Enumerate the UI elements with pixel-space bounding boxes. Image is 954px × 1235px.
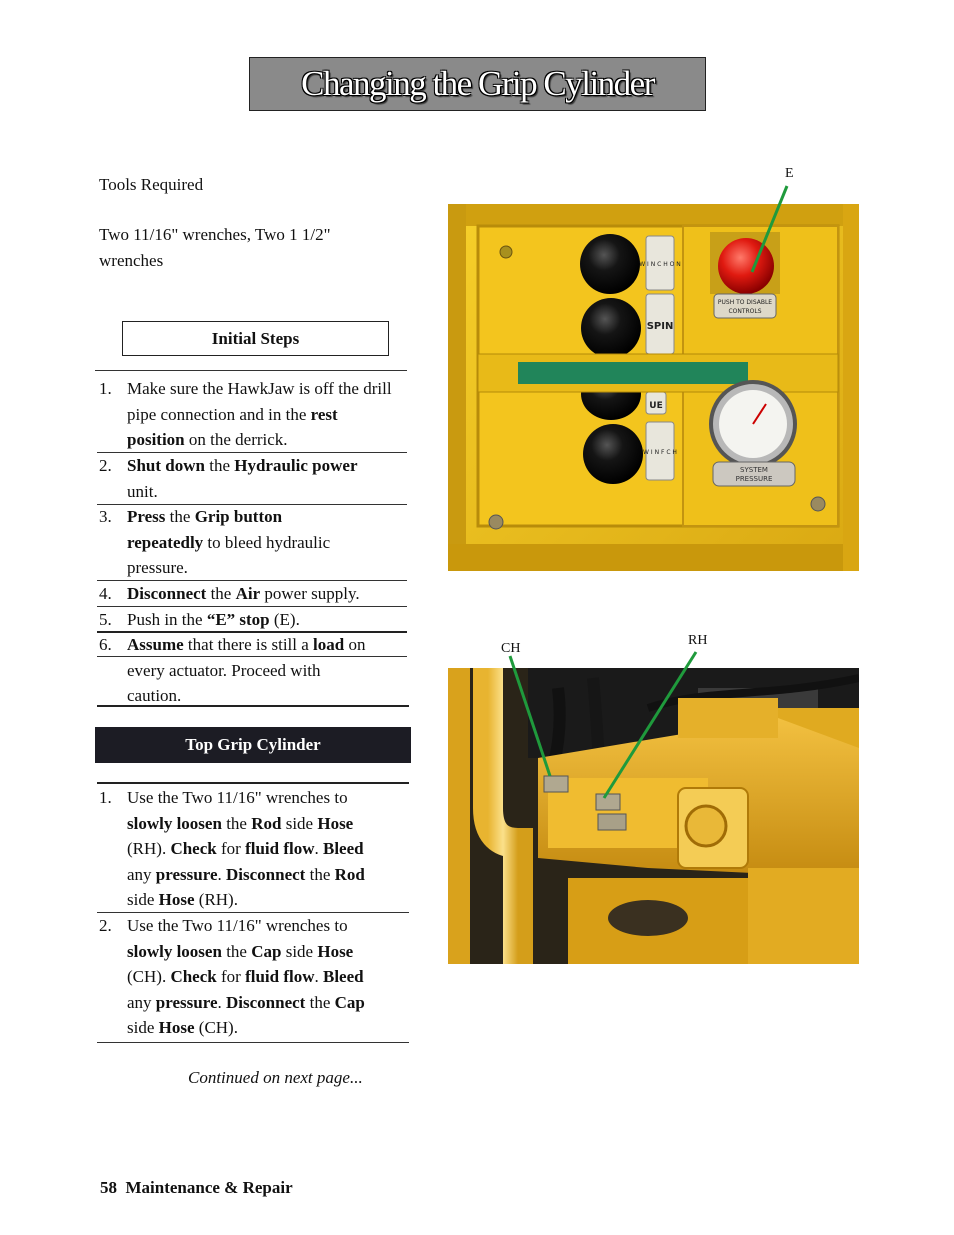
tools-text-line1: Two 11/16" wrenches, Two 1 1/2": [99, 225, 331, 244]
callout-label-rh: RH: [688, 633, 708, 648]
step-number: 2.: [99, 916, 112, 935]
initial-step-5: [99, 607, 399, 632]
step-number: 5.: [99, 610, 112, 629]
initial-step-4: [99, 581, 399, 606]
page-title: Changing the Grip Cylinder: [301, 64, 654, 103]
torque-label: UE: [649, 401, 663, 411]
page-footer: [100, 1178, 293, 1198]
callout-lines-ch-rh: [500, 648, 710, 808]
callout-label-ch: CH: [501, 641, 521, 656]
system-pressure-label-1: SYSTEM: [740, 466, 768, 474]
initial-step-1: [99, 376, 399, 451]
divider: [97, 656, 407, 657]
divider: [97, 782, 409, 784]
step-number: 1.: [99, 788, 112, 807]
step-text: Disconnect the Air power supply.: [127, 584, 360, 603]
winch-on-label: W I N C H O N: [639, 261, 681, 268]
step-text: Assume that there is still a load on every actuator. Proceed with caution.: [127, 635, 366, 705]
initial-step-6: [99, 632, 399, 708]
cylinder-pin: [686, 806, 726, 846]
step-text: Use the Two 11/16" wrenches to slowly loosen the Cap side Hose (CH). Check for fluid flow. Bleed any pressure. Disconnect the Cap side Hose (CH).: [127, 916, 365, 1037]
step-number: 3.: [99, 507, 112, 526]
initial-step-2: [99, 453, 399, 503]
step-number: 2.: [99, 456, 112, 475]
winch-infch-label: W I N F C H: [643, 449, 677, 456]
initial-steps-heading: Initial Steps: [122, 321, 389, 356]
footer-section: Maintenance & Repair: [125, 1178, 293, 1197]
continued-note: Continued on next page...: [188, 1068, 363, 1087]
step-text: Use the Two 11/16" wrenches to slowly loosen the Rod side Hose (RH). Check for fluid flow. Bleed any pressure. Disconnect the Rod side Hose (RH).: [127, 788, 365, 909]
control-knob: [583, 424, 643, 484]
divider: [97, 1042, 409, 1043]
callout-line-e: [740, 180, 800, 280]
step-text: Push in the “E” stop (E).: [127, 610, 300, 629]
page-number: 58: [100, 1178, 117, 1197]
step-text: Shut down the Hydraulic power unit.: [127, 456, 358, 501]
push-disable-label-1: PUSH TO DISABLE: [717, 299, 773, 306]
top-grip-step-1: [99, 785, 399, 912]
push-disable-label-2: CONTROLS: [728, 308, 762, 315]
step-text: Make sure the HawkJaw is off the drill pipe connection and in the rest position on the derrick.: [127, 379, 392, 449]
callout-label-e: E: [785, 166, 794, 181]
spin-label: SPIN: [646, 321, 674, 332]
control-knob: [580, 234, 640, 294]
system-pressure-label-2: PRESSURE: [735, 475, 773, 483]
divider: [97, 705, 409, 707]
tools-text-line2: wrenches: [99, 250, 164, 270]
page-title-banner: [249, 57, 706, 111]
top-grip-heading: Top Grip Cylinder: [95, 727, 411, 763]
step-number: 6.: [99, 635, 112, 654]
tools-heading: Tools Required: [99, 175, 204, 194]
top-grip-step-2: [99, 913, 399, 1040]
tools-text: [99, 222, 399, 273]
green-guard-bar: [518, 362, 748, 384]
initial-step-3: [99, 504, 399, 580]
step-text: Press the Grip button repeatedly to bleed hydraulic pressure.: [127, 507, 331, 577]
step-number: 1.: [99, 379, 112, 398]
step-number: 4.: [99, 584, 112, 603]
divider: [95, 370, 407, 371]
control-knob: [581, 298, 641, 358]
